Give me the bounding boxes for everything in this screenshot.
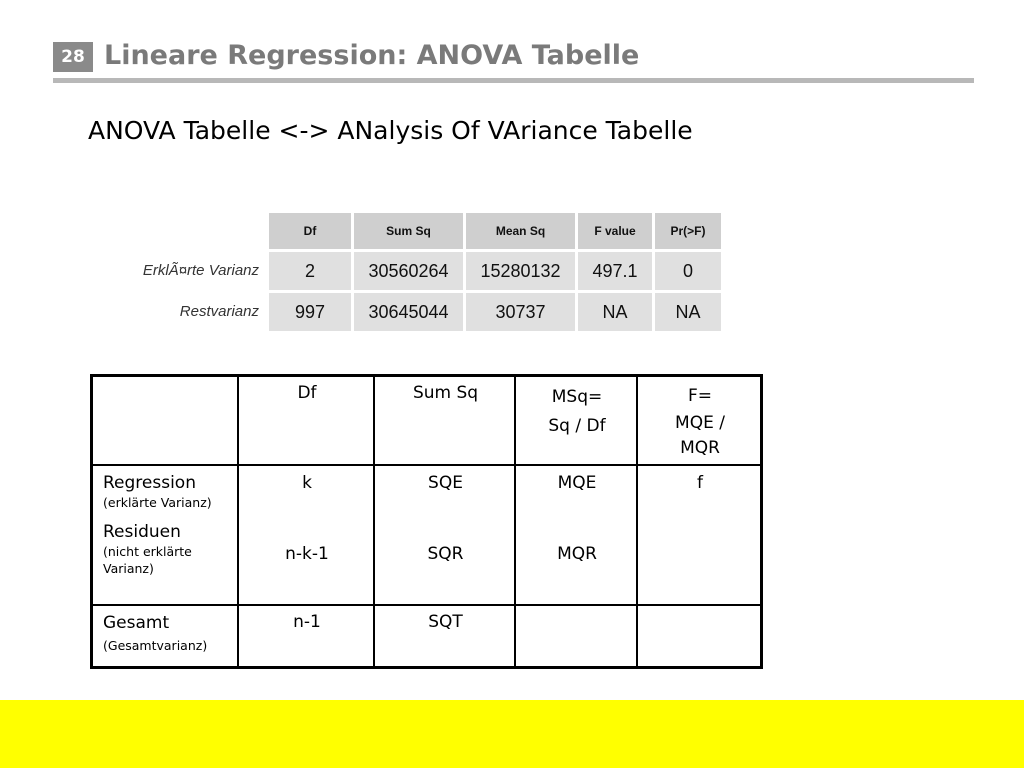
r-header-meansq: Mean Sq (466, 213, 575, 249)
table-row (92, 376, 762, 466)
r-cell: 15280132 (466, 252, 575, 290)
r-cell: 30737 (466, 293, 575, 331)
value-ss-residuals: SQR (427, 544, 464, 564)
cell-df (238, 465, 374, 605)
r-header-pr: Pr(>F) (655, 213, 721, 249)
slide-title: Lineare Regression: ANOVA Tabelle (104, 40, 640, 71)
r-row-label-explained: ErklÃ¤rte Varianz (142, 262, 259, 279)
row-label-total (92, 605, 239, 667)
header-f-line2: MQE / (675, 413, 725, 433)
r-cell: 2 (269, 252, 351, 290)
cell-ss (374, 465, 515, 605)
row-label-regression-residuals (92, 465, 239, 605)
value-ss-regression: SQE (428, 473, 463, 493)
r-row-label-residual: Restvarianz (179, 303, 259, 320)
cell-f (637, 465, 762, 605)
label-gesamt: Gesamt (103, 613, 170, 633)
title-divider (53, 78, 974, 83)
label-residuen-sub: (nicht erklärte Varianz) (103, 544, 192, 576)
value-f-regression: f (697, 473, 703, 493)
value-ms-regression: MQE (557, 473, 597, 493)
r-header-fvalue: F value (578, 213, 652, 249)
header-msq-line2: Sq / Df (548, 416, 606, 436)
r-header-sumsq: Sum Sq (354, 213, 463, 249)
header-msq-line1: MSq= (551, 387, 603, 407)
header-empty-cell (92, 376, 239, 466)
value-df-regression: k (302, 473, 312, 493)
header-f-line1: F= (687, 386, 713, 406)
value-ms-residuals: MQR (557, 544, 597, 564)
header-msq (515, 376, 637, 466)
label-regression-sub: (erklärte Varianz) (103, 495, 212, 510)
value-df-total: n-1 (238, 605, 374, 667)
value-ss-total: SQT (374, 605, 515, 667)
r-cell: 30560264 (354, 252, 463, 290)
r-cell: 30645044 (354, 293, 463, 331)
slide-subtitle: ANOVA Tabelle <-> ANalysis Of VAriance Tabelle (88, 116, 693, 145)
value-df-residuals: n-k-1 (285, 544, 329, 564)
r-cell: 0 (655, 252, 721, 290)
label-residuen: Residuen (103, 522, 181, 542)
footer-accent-bar (0, 700, 1024, 768)
label-regression: Regression (103, 473, 196, 493)
header-df: Df (238, 376, 374, 466)
header-sumsq: Sum Sq (374, 376, 515, 466)
table-row (92, 465, 762, 605)
cell-ms (515, 465, 637, 605)
r-cell: NA (578, 293, 652, 331)
empty-cell (637, 605, 762, 667)
r-cell: 997 (269, 293, 351, 331)
empty-cell (515, 605, 637, 667)
anova-explanation-table (90, 374, 763, 669)
header-f (637, 376, 762, 466)
header-f-line3: MQR (680, 438, 720, 458)
table-row (92, 605, 762, 667)
r-cell: NA (655, 293, 721, 331)
label-gesamt-sub: (Gesamtvarianz) (103, 638, 208, 653)
r-header-df: Df (269, 213, 351, 249)
slide-number-badge: 28 (53, 42, 93, 72)
r-cell: 497.1 (578, 252, 652, 290)
